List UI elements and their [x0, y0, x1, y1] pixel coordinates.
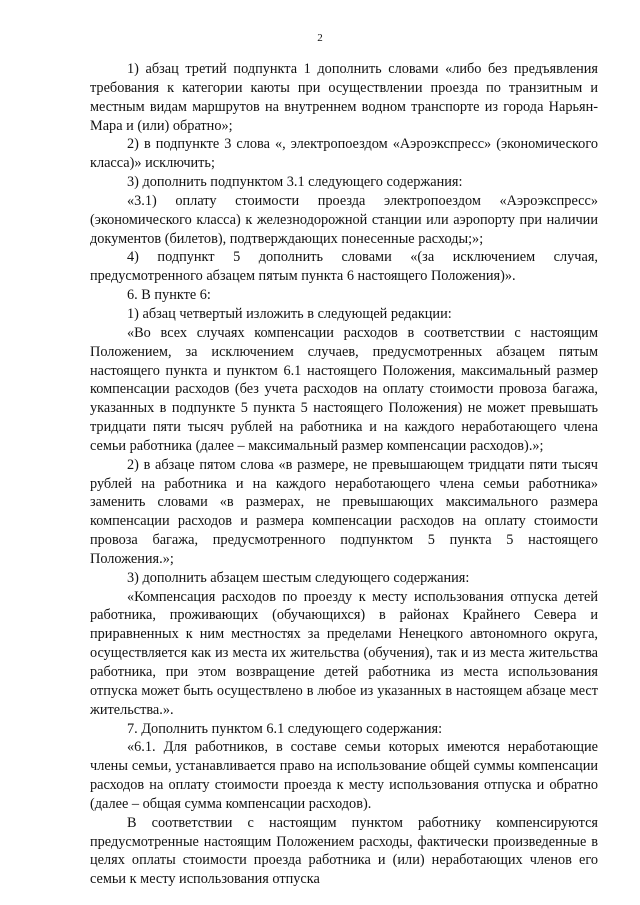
section-heading: 7. Дополнить пунктом 6.1 следующего содержания:	[127, 720, 443, 737]
paragraph: «6.1. Для работников, в составе семьи которых имеются неработающие члены семьи, устанавливается право на использование общей суммы компенсации расходов на оплату стоимости проезда к месту использования отпуска и обратно (далее – общая сумма компенсации расходов).	[90, 739, 598, 812]
page-number: 2	[317, 32, 323, 44]
paragraph: 3) дополнить подпунктом 3.1 следующего содержания:	[127, 174, 463, 191]
section-heading: 6. В пункте 6:	[127, 287, 211, 304]
paragraph: «Компенсация расходов по проезду к месту использования отпуска детей работника, проживающих (обучающихся) в районах Крайнего Севера и приравненных к ним местностях за пределами Ненецкого автономного округа, осуществляется как из места их жительства (обучения), так и из места жительства работника, при этом возвращение детей работника из места использования отпуска может быть осуществлено в любое из указанных в настоящем абзаце мест жительства.».	[90, 588, 598, 718]
paragraph: 3) дополнить абзацем шестым следующего содержания:	[127, 569, 470, 586]
paragraph: «Во всех случаях компенсации расходов в соответствии с настоящим Положением, за исключением случаев, предусмотренных абзацем пятым настоящего пункта и пунктом 6.1 настоящего Положения, максимальный размер компенсации расходов (без учета расходов на оплату стоимости провоза багажа, указанных в подпункте 5 пункта 5 настоящего Положения) не может превышать тридцати пяти тысяч рублей на работника и на каждого неработающего члена семьи работника (далее – максимальный размер компенсации расходов).»;	[90, 324, 598, 454]
paragraph: В соответствии с настоящим пунктом работнику компенсируются предусмотренные настоящим Положением расходы, фактически произведенные в целях оплаты стоимости проезда работника и (или) неработающих членов его семьи к месту использования отпуска	[90, 814, 598, 888]
document-body	[90, 60, 598, 889]
paragraph: 2) в подпункте 3 слова «, электропоездом «Аэроэкспресс» (экономического класса)» исключить;	[90, 136, 598, 172]
paragraph: «3.1) оплату стоимости проезда электропоездом «Аэроэкспресс» (экономического класса) к железнодорожной станции или аэропорту при наличии документов (билетов), подтверждающих понесенные расходы;»;	[90, 192, 598, 247]
paragraph: 1) абзац третий подпункта 1 дополнить словами «либо без предъявления требования к категории каюты при осуществлении проезда по транзитным и местным видам маршрутов на внутреннем водном транспорте из города Нарьян-Мара и (или) обратно»;	[90, 61, 598, 134]
paragraph: 4) подпункт 5 дополнить словами «(за исключением случая, предусмотренного абзацем пятым пункта 6 настоящего Положения)».	[90, 249, 598, 285]
paragraph: 1) абзац четвертый изложить в следующей редакции:	[127, 305, 452, 322]
paragraph: 2) в абзаце пятом слова «в размере, не превышающем тридцати пяти тысяч рублей на работника и на каждого неработающего члена семьи работника» заменить словами «в размерах, не превышающих максимального размера компенсации расходов и размера компенсации расходов на оплату стоимости провоза багажа, предусмотренного подпунктом 5 пункта 5 настоящего Положения.»;	[90, 456, 598, 567]
